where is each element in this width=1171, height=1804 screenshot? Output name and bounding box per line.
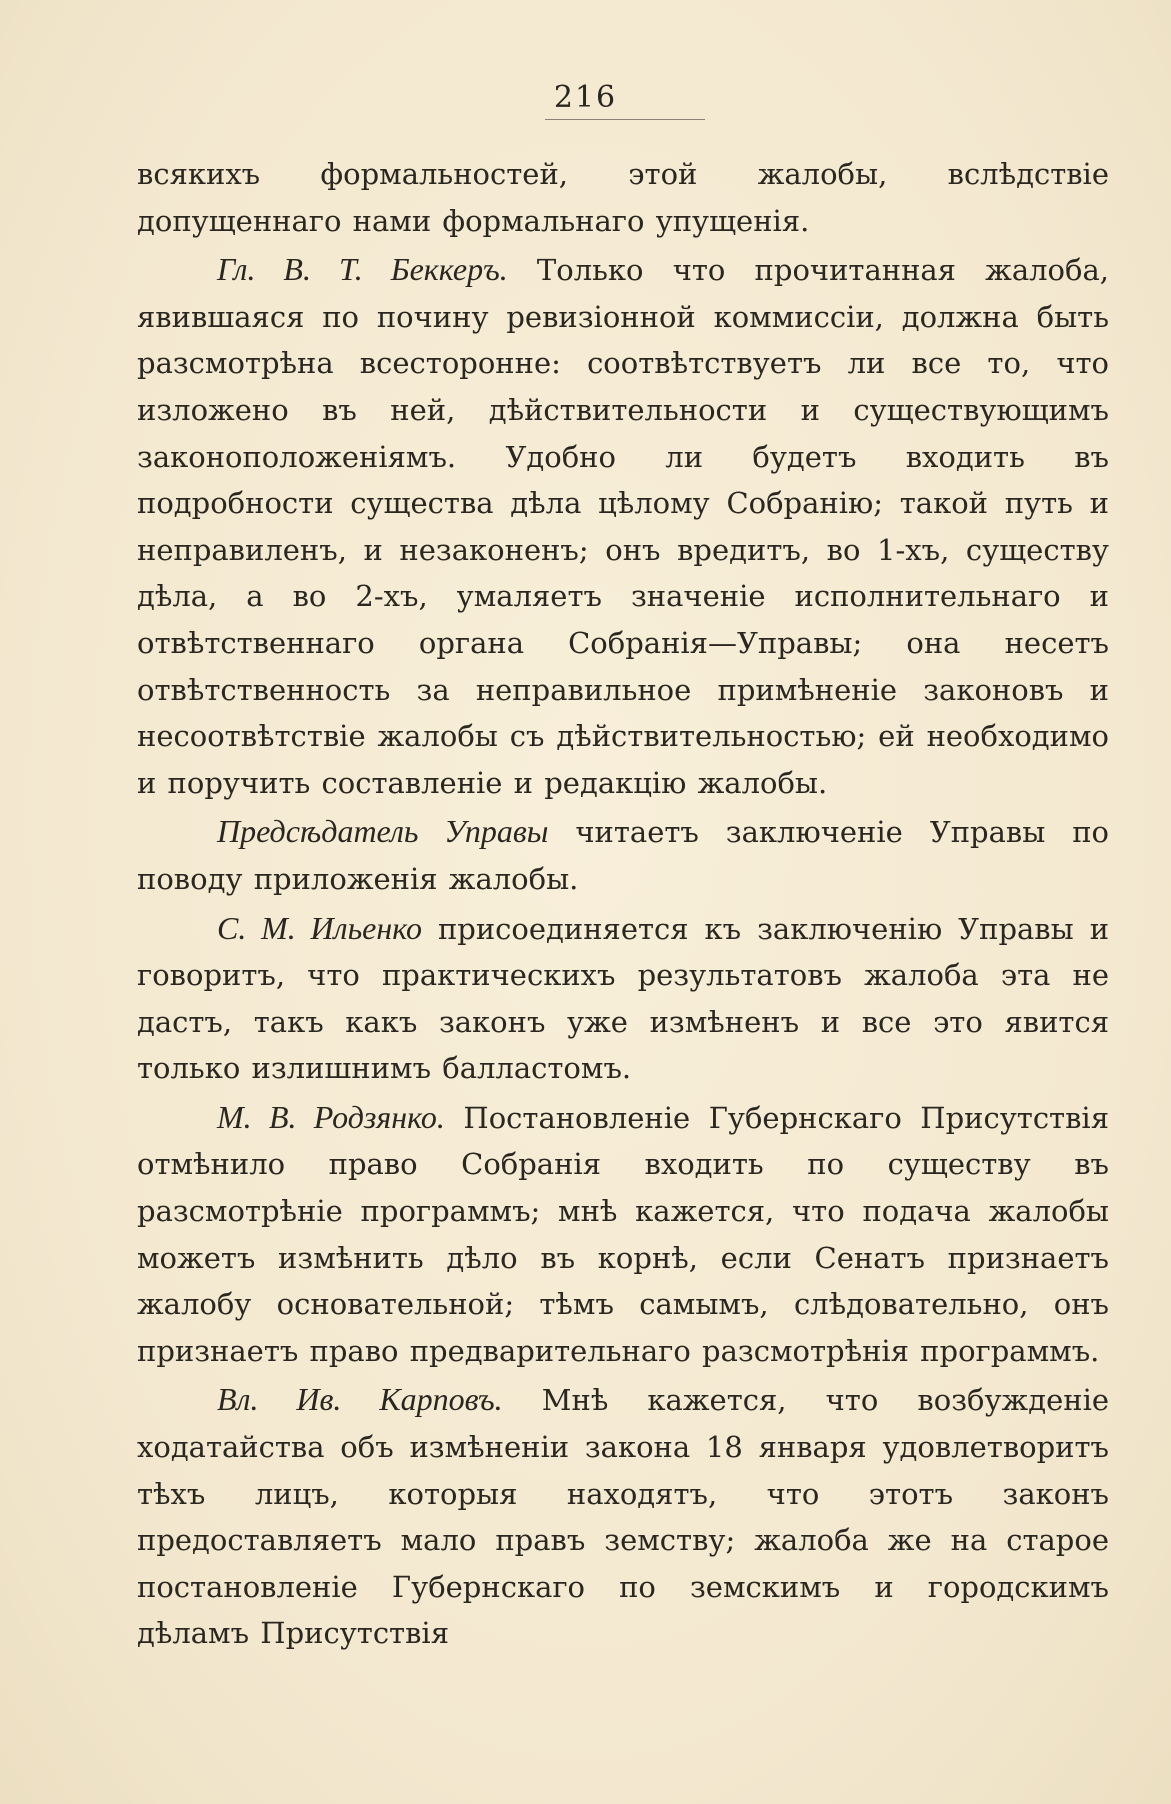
paragraph-bekker <box>137 246 1109 806</box>
speaker-name: С. М. Ильенко <box>217 909 422 946</box>
paragraph-text: Мнѣ кажется, что возбужденіе ходатайства объ измѣненіи закона 18 января удовлетворитъ тѣхъ лицъ, которыя находятъ, что этотъ законъ предоставляетъ мало правъ земству; жалоба же на старое постановленіе Губернскаго по земскимъ и городскимъ дѣламъ Присутствія <box>137 1383 1110 1651</box>
paragraph-text: читаетъ заключеніе Управы по поводу приложенія жалобы. <box>137 815 1110 896</box>
paragraph-chairman <box>137 808 1109 902</box>
paragraph-text: Только что прочитанная жалоба, явившаяся по почину ревизіонной коммиссіи, должна быть разсмотрѣна всесторонне: соотвѣтствуетъ ли все то, что изложено въ ней, дѣйствительности и существующимъ законоположеніямъ. Удобно ли будетъ входить въ подробности существа дѣла цѣлому Собранію; такой путь и неправиленъ, и незаконенъ; онъ вредитъ, во 1-хъ, существу дѣла, а во 2-хъ, умаляетъ значеніе исполнительнаго и отвѣтственнаго органа Собранія—Управы; она несетъ отвѣтственность за неправильное примѣненіе законовъ и несоотвѣтствіе жалобы съ дѣйствительностью; ей необходимо и поручить составленіе и редакцію жалобы. <box>137 253 1109 800</box>
page-number: 216 <box>553 80 618 115</box>
paragraph-karpov <box>137 1376 1109 1657</box>
paragraph-text: всякихъ формальностей, этой жалобы, вслѣдствіе допущеннаго нами формальнаго упущенія. <box>137 157 1109 238</box>
speaker-name: Предсѣдатель Управы <box>217 813 549 850</box>
paragraph-text: Постановленіе Губернскаго Присутствія отмѣнило право Собранія входить по существу въ разсмотрѣніе программъ; мнѣ кажется, что подача жалобы можетъ измѣнить дѣло въ корнѣ, если Сенатъ признаетъ жалобу основательной; тѣмъ самымъ, слѣдовательно, онъ признаетъ право предварительнаго разсмотрѣнія программъ. <box>137 1100 1109 1368</box>
header-rule <box>545 119 705 120</box>
speaker-name: Вл. Ив. Карповъ. <box>217 1381 503 1418</box>
paragraph-ilyenko <box>137 905 1109 1092</box>
body-text <box>137 151 1109 1657</box>
speaker-name: Гл. В. Т. Беккеръ. <box>217 251 508 288</box>
paragraph-continuation <box>137 151 1109 244</box>
paragraph-text: присоединяется къ заключенію Управы и говоритъ, что практическихъ результатовъ жалоба эта не дастъ, такъ какъ законъ уже измѣненъ и все это явится только излишнимъ балластомъ. <box>137 911 1110 1086</box>
paragraph-rodzyanko <box>137 1094 1109 1375</box>
speaker-name: М. В. Родзянко. <box>217 1098 445 1135</box>
